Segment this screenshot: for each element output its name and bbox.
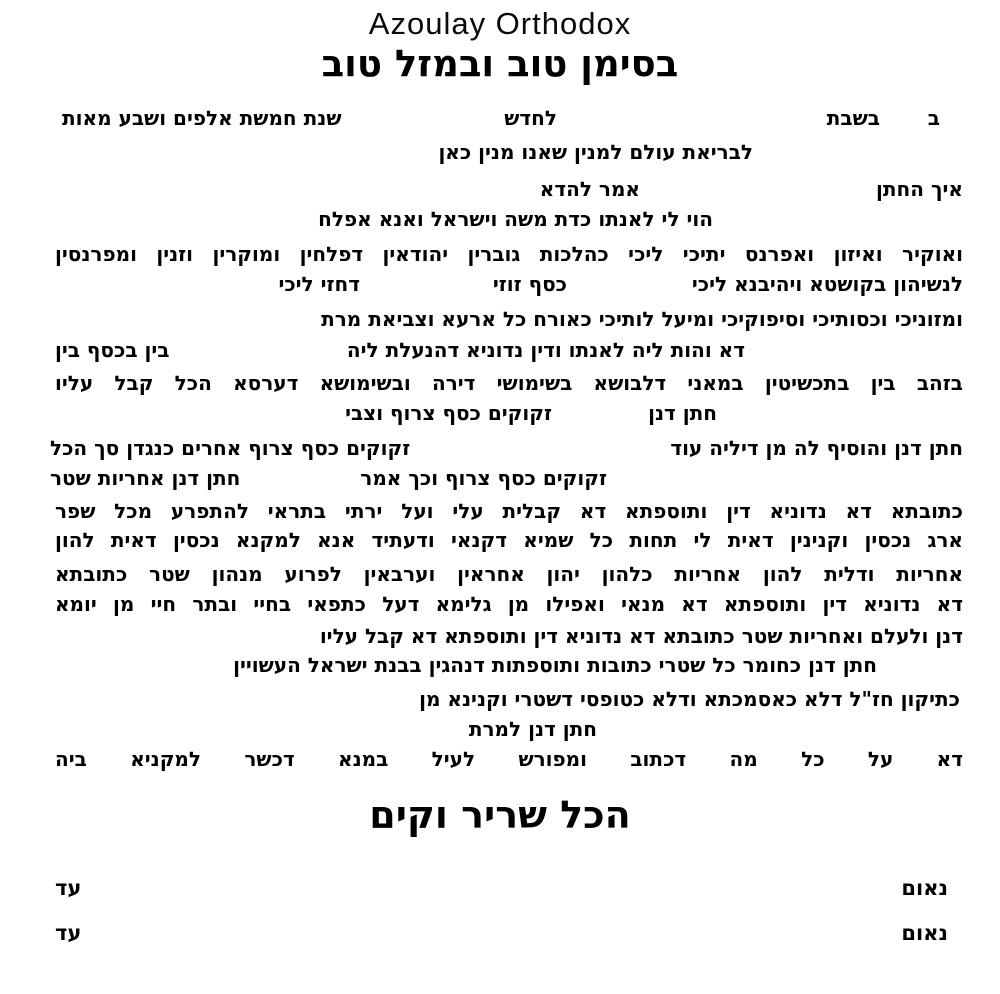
creation-era-line — [0, 138, 1000, 166]
obligation-line — [0, 622, 1000, 650]
mohar-intro: לנשיהון בקושטא ויהיבנא ליכי — [691, 272, 963, 296]
groom-label: איך החתן — [876, 177, 963, 201]
date-line-year: שנת חמשת אלפים ושבע מאות — [62, 106, 342, 130]
date-line-prefix: ב — [927, 106, 940, 130]
kinyan-text: חתן דנן למרת — [468, 717, 597, 741]
zekukim-line — [0, 399, 1000, 427]
due-to-you-label: דחזי ליכי — [278, 272, 360, 296]
said-to-bride-label: אמר להדא — [539, 177, 640, 201]
groom-declaration-line — [0, 175, 1000, 203]
surety-line-1: כתובתא דא נדוניא דין ותוספתא דא קבלית עלי ועל ירתי בתראי להתפרע מכל שפר — [55, 499, 963, 523]
addition-line — [0, 434, 1000, 462]
date-line — [0, 104, 1000, 132]
dowry-items-line: בזהב בין בתכשיטין במאני דלבושא בשימושי דירה ובשימושא דערסא הכל קבל עליו — [55, 371, 963, 395]
dowry-intro: דא והות ליה לאנתו ודין נדוניא דהנעלת ליה — [346, 338, 745, 362]
final-clause-line: דא על כל מה דכתוב ומפורש לעיל במנא דכשר למקניא ביה — [55, 747, 963, 771]
this-groom-label: חתן דנן — [648, 401, 717, 425]
witness-1-witness-label: עד — [55, 876, 82, 900]
takanah-line — [0, 685, 1000, 713]
sustenance-text: ומזוניכי וכסותיכי וסיפוקיכי ומיעל לותיכי כאורח כל ארעא וצביאת מרת — [321, 307, 963, 331]
marriage-formula-line — [0, 205, 1000, 233]
takanah-text: כתיקון חז"ל דלא כאסמכתא ודלא כטופסי דשטרי וקנינא מן — [419, 687, 960, 711]
surety-line-3: אחריות ודלית להון אחריות כלהון יהון אחראין וערבאין לפרוע מנהון שטר כתובתא — [55, 562, 963, 586]
surety-line-4: דא נדוניא דין ותוספתא דא מנאי ואפילו מן גלימא דעל כתפאי בחיי ובתר חיי מן יומא — [55, 592, 963, 616]
sustenance-line — [0, 305, 1000, 333]
creation-era-text: לבריאת עולם למנין שאנו מנין כאן — [438, 140, 753, 164]
dowry-line — [0, 336, 1000, 364]
surety-intro-label: חתן דנן אחריות שטר — [50, 466, 241, 490]
mohar-line — [0, 270, 1000, 298]
witness-2-witness-label: עד — [55, 921, 82, 945]
support-clause-line: ואוקיר ואיזון ואפרנס יתיכי ליכי כהלכות גוברין יהודאין דפלחין ומוקרין וזנין ומפרנסין — [55, 242, 963, 266]
witness-line-2 — [0, 919, 1000, 947]
custom-text: חתן דנן כחומר כל שטרי כתובות ותוספתות דנהגין בבנת ישראל העשויין — [233, 653, 877, 677]
obligation-text: דנן ולעלם ואחריות שטר כתובתא דא נדוניא דין ותוספתא דא קבל עליו — [319, 624, 963, 648]
witness-1-declaration-label: נאום — [901, 876, 948, 900]
silver-zuzim-label: כסף זוזי — [492, 272, 567, 296]
whether-silver-label: בין בכסף בין — [55, 338, 170, 362]
addition-amount-label: זקוקים כסף צרוף אחרים כנגדן סך הכל — [50, 436, 411, 460]
document-title: Azoulay Orthodox — [368, 6, 632, 41]
kinyan-line — [0, 715, 1000, 743]
surety-line-2: ארג נכסין וקנינין דאית לי תחות כל שמיא דקנאי ודעתיד אנא למקנא נכסין דאית להון — [55, 528, 963, 552]
total-line — [0, 464, 1000, 492]
date-line-weekday: בשבת — [826, 106, 880, 130]
zekukim-silver-label: זקוקים כסף צרוף וצבי — [345, 401, 552, 425]
total-amount-label: זקוקים כסף צרוף וכך אמר — [360, 466, 607, 490]
blessing-header: בסימן טוב ובמזל טוב — [321, 42, 679, 85]
witness-line-1 — [0, 874, 1000, 902]
custom-line — [0, 651, 1000, 679]
witness-2-declaration-label: נאום — [901, 921, 948, 945]
addition-intro: חתן דנן והוסיף לה מן דיליה עוד — [670, 436, 963, 460]
closing-statement: הכל שריר וקים — [369, 793, 631, 837]
date-line-month: לחדש — [504, 106, 557, 130]
marriage-formula-text: הוי לי לאנתו כדת משה וישראל ואנא אפלח — [318, 207, 713, 231]
